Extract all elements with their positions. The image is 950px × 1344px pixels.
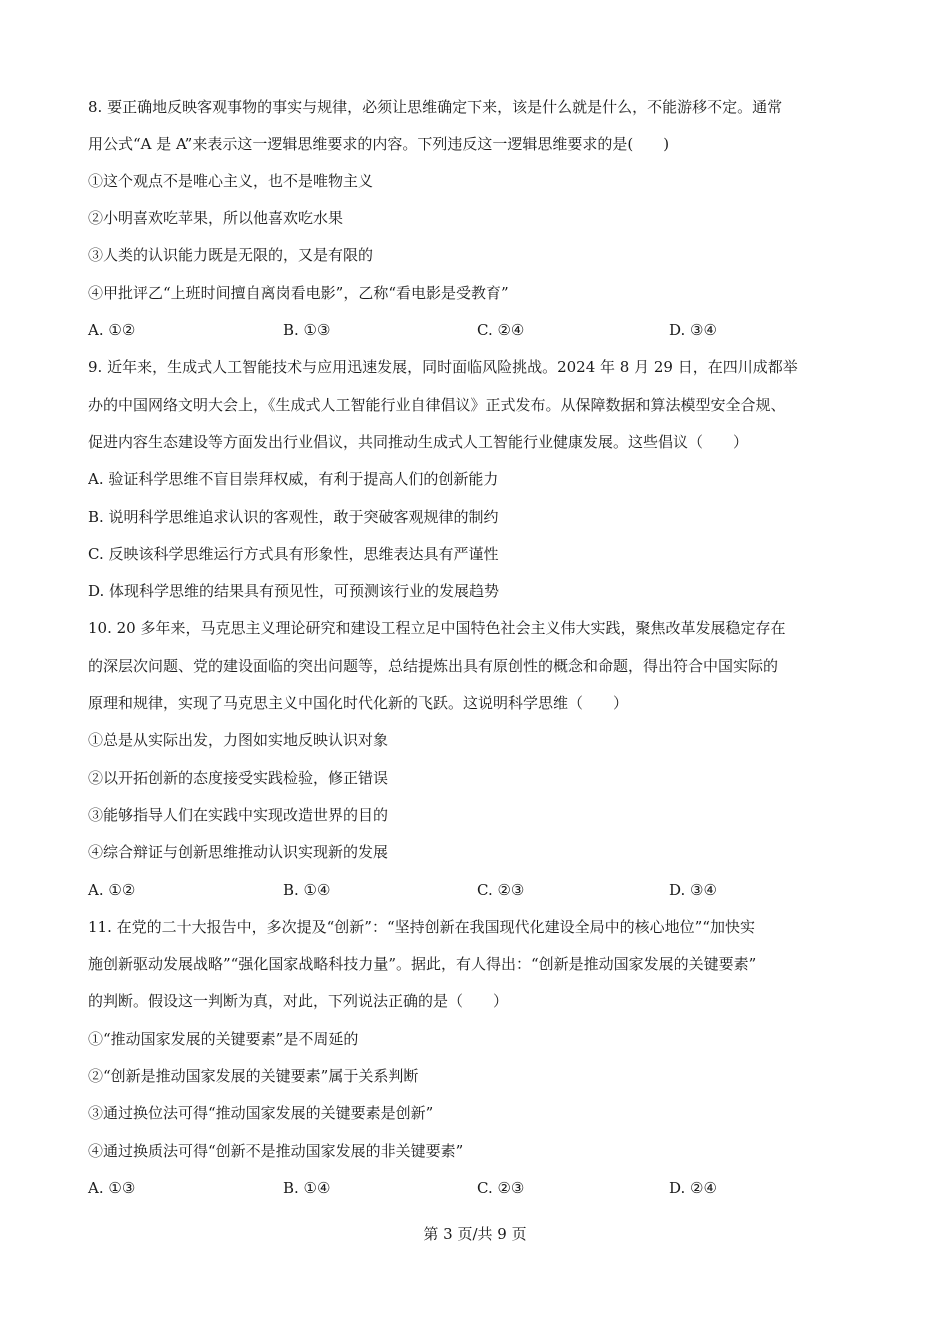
q10-option-b[interactable]: B. ①④ — [283, 881, 331, 899]
q9-option-c[interactable]: C. 反映该科学思维运行方式具有形象性，思维表达具有严谨性 — [88, 545, 499, 563]
q10-item-4: ④综合辩证与创新思维推动认识实现新的发展 — [88, 843, 389, 861]
q11-item-4: ④通过换质法可得“创新不是推动国家发展的非关键要素” — [88, 1142, 464, 1160]
q8-options — [88, 320, 888, 340]
q10-options — [88, 880, 888, 900]
q8-stem-line-1: 8. 要正确地反映客观事物的事实与规律，必须让思维确定下来，该是什么就是什么，不能游移不定。通常 — [88, 98, 783, 116]
q11-stem-line-2: 施创新驱动发展战略”“强化国家战略科技力量”。据此，有人得出：“创新是推动国家发展的关键要素” — [88, 955, 757, 973]
q11-item-1: ①“推动国家发展的关键要素”是不周延的 — [88, 1030, 359, 1048]
q9-stem-line-1: 9. 近年来，生成式人工智能技术与应用迅速发展，同时面临风险挑战。2024 年 8 月 29 日，在四川成都举 — [88, 358, 798, 376]
q10-stem-line-2: 的深层次问题、党的建设面临的突出问题等，总结提炼出具有原创性的概念和命题，得出符合中国实际的 — [88, 657, 779, 675]
q11-stem-line-3: 的判断。假设这一判断为真，对此，下列说法正确的是（ ） — [88, 992, 509, 1010]
q11-stem-line-1: 11. 在党的二十大报告中，多次提及“创新”：“坚持创新在我国现代化建设全局中的核心地位”“加快实 — [88, 918, 755, 936]
q10-stem-line-1: 10. 20 多年来，马克思主义理论研究和建设工程立足中国特色社会主义伟大实践，聚焦改革发展稳定存在 — [88, 619, 786, 637]
q9-stem-line-3: 促进内容生态建设等方面发出行业倡议，共同推动生成式人工智能行业健康发展。这些倡议（ ） — [88, 433, 749, 451]
q10-option-a[interactable]: A. ①② — [88, 881, 136, 899]
q10-stem-line-3: 原理和规律，实现了马克思主义中国化时代化新的飞跃。这说明科学思维（ ） — [88, 694, 629, 712]
q8-item-4: ④甲批评乙“上班时间擅自离岗看电影”，乙称“看电影是受教育” — [88, 284, 509, 302]
page-number-footer: 第 3 页/共 9 页 — [423, 1225, 527, 1243]
q11-item-2: ②“创新是推动国家发展的关键要素”属于关系判断 — [88, 1067, 419, 1085]
q10-item-2: ②以开拓创新的态度接受实践检验，修正错误 — [88, 769, 389, 787]
q9-option-b[interactable]: B. 说明科学思维追求认识的客观性，敢于突破客观规律的制约 — [88, 508, 499, 526]
q8-option-c[interactable]: C. ②④ — [477, 321, 525, 339]
q10-option-c[interactable]: C. ②③ — [477, 881, 525, 899]
q8-item-1: ①这个观点不是唯心主义，也不是唯物主义 — [88, 172, 374, 190]
q11-option-d[interactable]: D. ②④ — [669, 1179, 717, 1197]
q10-option-d[interactable]: D. ③④ — [669, 881, 717, 899]
q9-option-d[interactable]: D. 体现科学思维的结果具有预见性，可预测该行业的发展趋势 — [88, 582, 500, 600]
q11-option-b[interactable]: B. ①④ — [283, 1179, 331, 1197]
q8-item-3: ③人类的认识能力既是无限的，又是有限的 — [88, 246, 374, 264]
q8-stem-line-2: 用公式“A 是 A”来表示这一逻辑思维要求的内容。下列违反这一逻辑思维要求的是( ) — [88, 135, 670, 153]
q10-item-3: ③能够指导人们在实践中实现改造世界的目的 — [88, 806, 389, 824]
q9-option-a[interactable]: A. 验证科学思维不盲目崇拜权威，有利于提高人们的创新能力 — [88, 470, 499, 488]
q11-option-c[interactable]: C. ②③ — [477, 1179, 525, 1197]
q10-item-1: ①总是从实际出发，力图如实地反映认识对象 — [88, 731, 389, 749]
q11-option-a[interactable]: A. ①③ — [88, 1179, 136, 1197]
q8-item-2: ②小明喜欢吃苹果，所以他喜欢吃水果 — [88, 209, 344, 227]
q8-option-a[interactable]: A. ①② — [88, 321, 136, 339]
q9-stem-line-2: 办的中国网络文明大会上，《生成式人工智能行业自律倡议》正式发布。从保障数据和算法模型安全合规、 — [88, 396, 786, 414]
q11-item-3: ③通过换位法可得“推动国家发展的关键要素是创新” — [88, 1104, 434, 1122]
q8-option-d[interactable]: D. ③④ — [669, 321, 717, 339]
q8-option-b[interactable]: B. ①③ — [283, 321, 331, 339]
q11-options — [88, 1178, 888, 1198]
